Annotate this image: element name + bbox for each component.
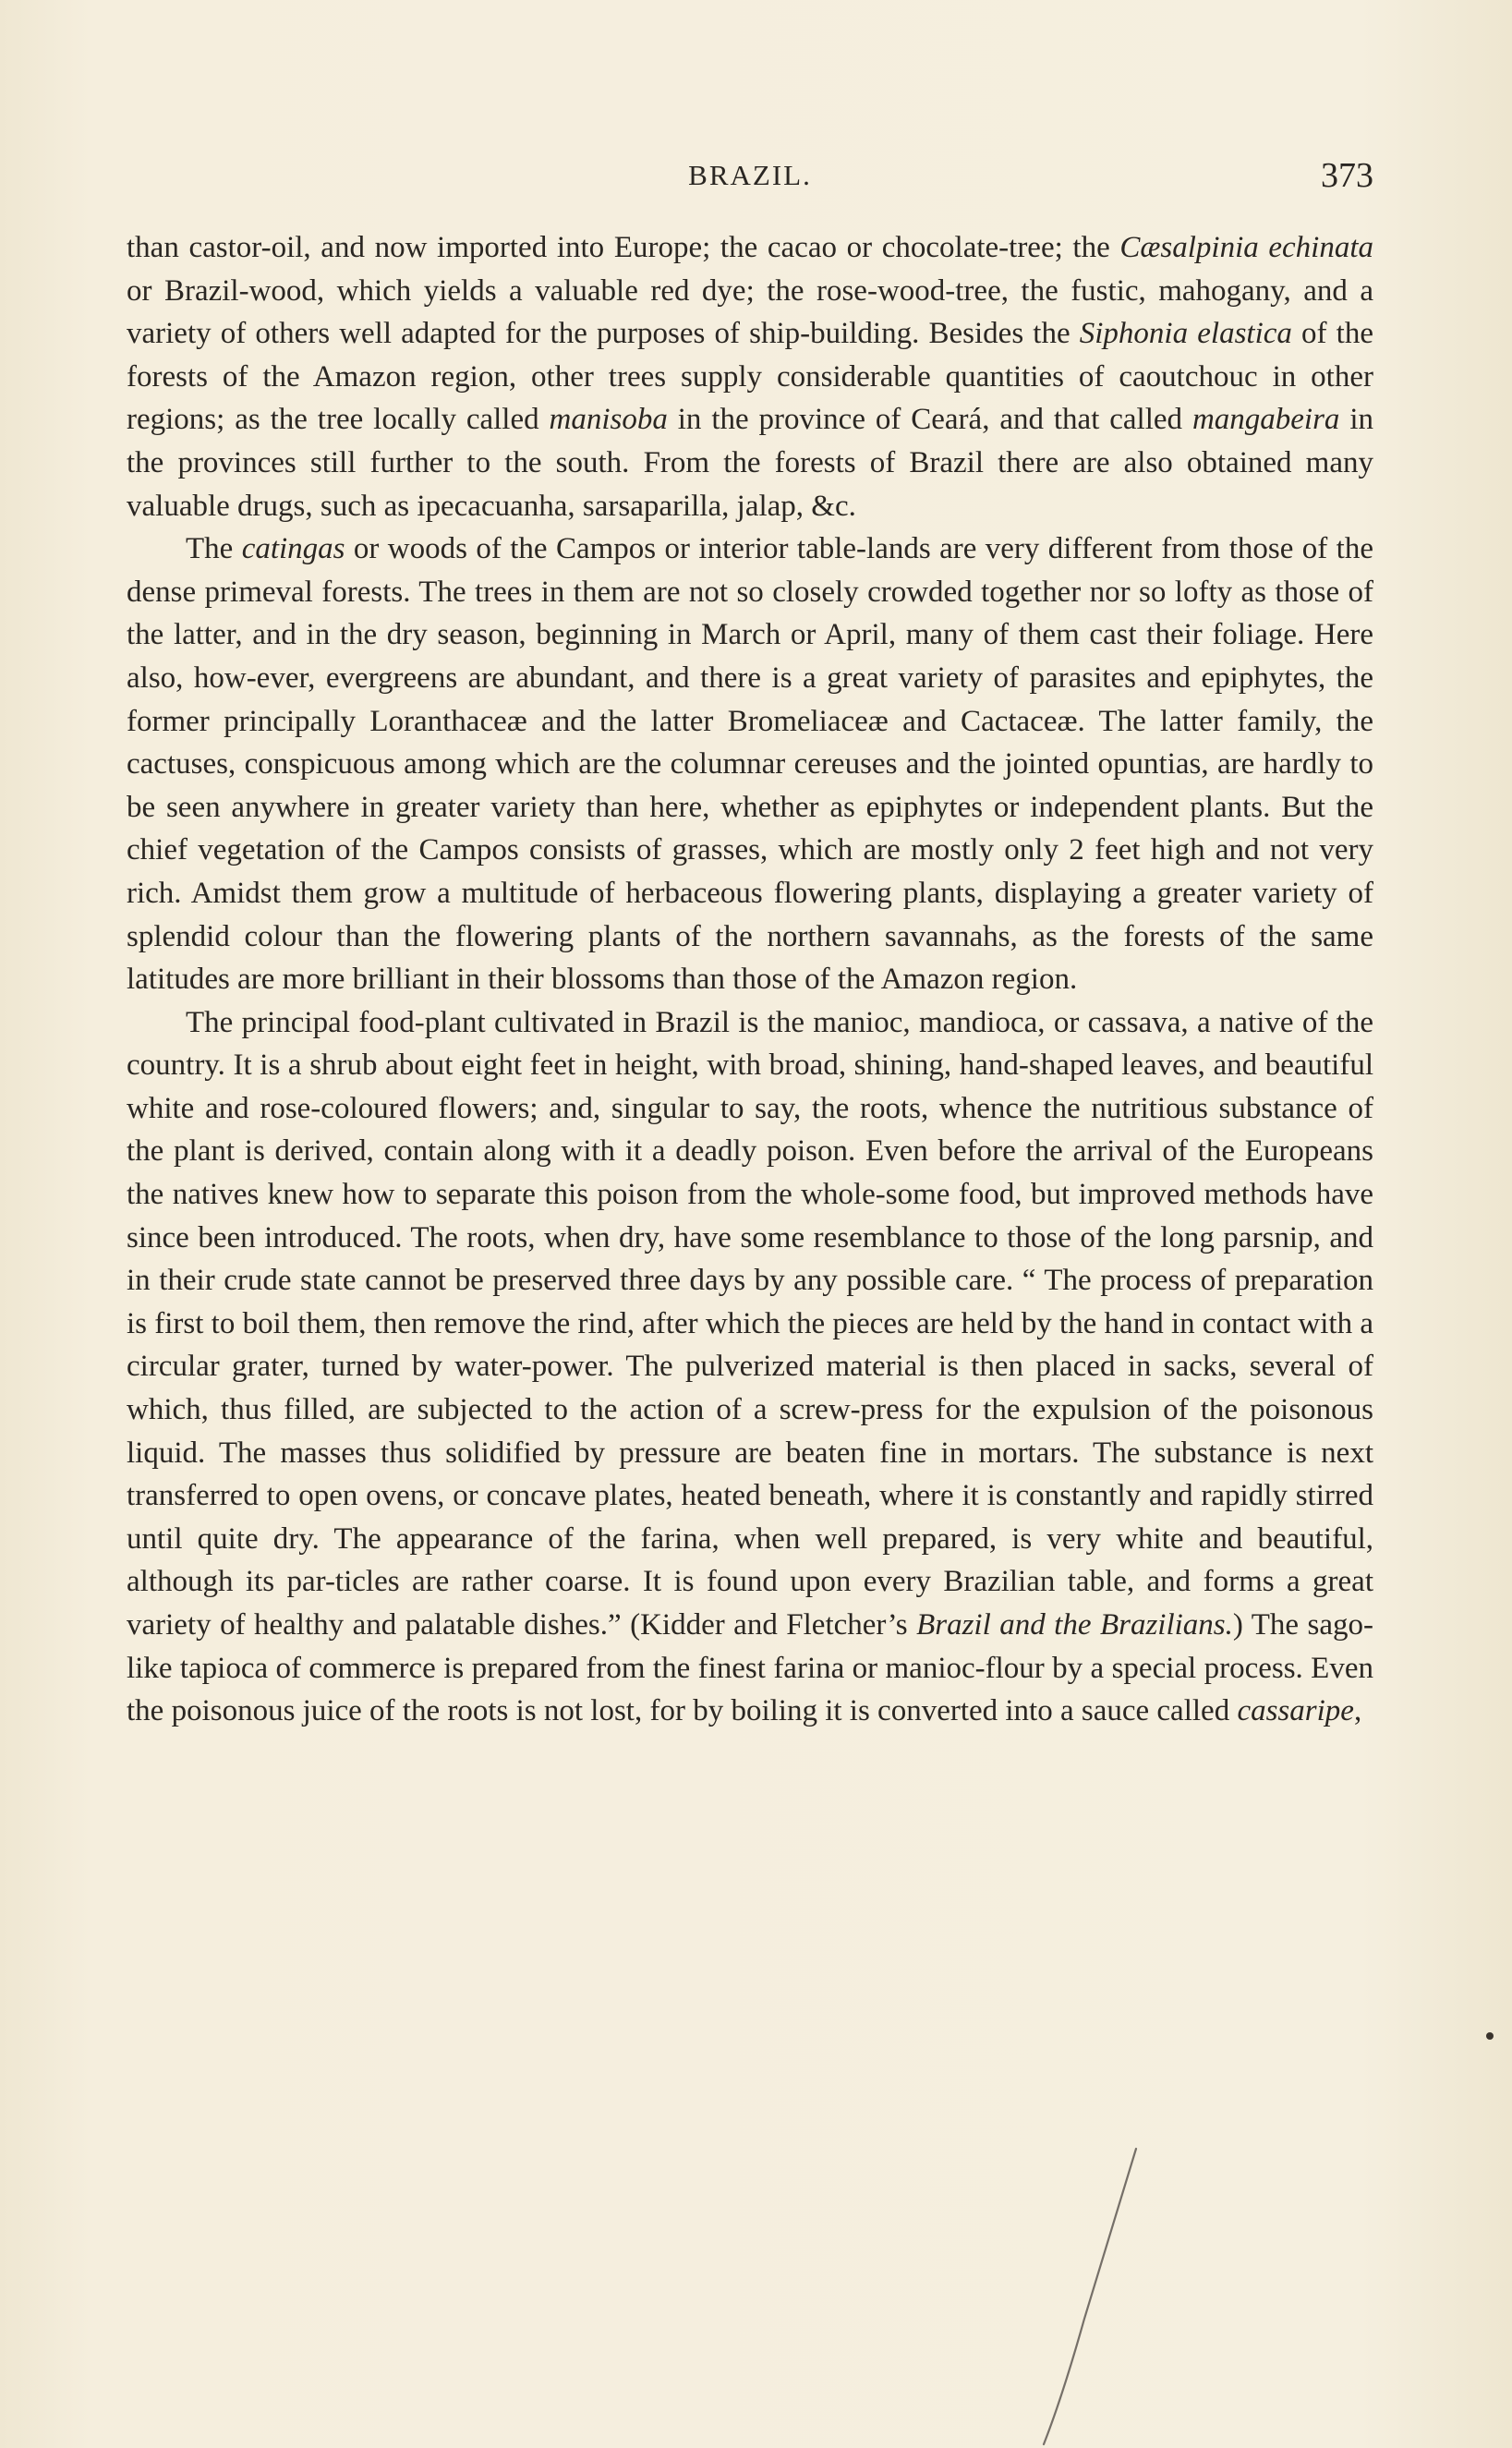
italic-text: Brazil and the Brazilians. [916, 1608, 1233, 1642]
ink-speck [1486, 2032, 1494, 2040]
body-text [127, 226, 1373, 1733]
italic-text: mangabeira [1191, 403, 1340, 437]
text-run: than castor-oil, and now imported into Europe; the cacao or chocolate-tree; the [127, 231, 1120, 264]
italic-text: catingas [241, 532, 345, 566]
text-run: ) The sago-like tapioca of commerce is prepared from the finest farina or manioc-flour by a special process. Even the poisonous juice of the roots is not lost, for by boiling it is converted into a sauce called [127, 1608, 1373, 1728]
text-run: , [1353, 1694, 1362, 1728]
running-head: BRAZIL. [688, 159, 812, 191]
page-number: 373 [1321, 156, 1373, 195]
text-run: in the provinces still further to the south. From the forests of Brazil there are also obtained many valuable drugs, such as ipecacuanha, sarsaparilla, jalap, &c. [127, 403, 1373, 523]
paragraph [127, 527, 1373, 1001]
text-run: or Brazil-wood, which yields a valuable red dye; the rose-wood-tree, the fustic, mahogany, and a variety of others well adapted for the purposes of ship-building. Besides the [127, 273, 1373, 351]
page-header [127, 156, 1373, 205]
italic-text: Cæsalpinia echinata [1119, 231, 1374, 264]
italic-text: cassaripe [1237, 1694, 1354, 1728]
italic-text: manisoba [549, 403, 668, 437]
text-run: The principal food-plant cultivated in Brazil is the manioc, mandioca, or cassava, a native of the country. It is a shrub about eight feet in height, with broad, shining, hand-shaped leaves, and beautiful white and rose-coloured flowers; and, singular to say, the roots, whence the nutritious substance of the plant is derived, contain along with it a deadly poison. Even before the arrival of the Europeans the natives knew how to separate this poison from the whole-some food, but improved methods have since been introduced. The roots, when dry, have some resemblance to those of the long parsnip, and in their crude state cannot be preserved three days by any possible care. “ The process of preparation is first to boil them, then remove the rind, after which the pieces are held by the hand in contact with a circular grater, turned by water-power. The pulverized material is then placed in sacks, several of which, thus filled, are subjected to the action of a screw-press for the expulsion of the poisonous liquid. The masses thus solidified by pressure are beaten fine in mortars. The substance is next transferred to open ovens, or concave plates, heated beneath, where it is constantly and rapidly stirred until quite dry. The appearance of the farina, when well prepared, is very white and beautiful, although its par-ticles are rather coarse. It is found upon every Brazilian table, and forms a great variety of healthy and palatable dishes.” (Kidder and Fletcher’s [127, 1005, 1373, 1642]
text-run: or woods of the Campos or interior table-lands are very different from those of the dense primeval forests. The trees in them are not so closely crowded together nor so lofty as those of the latter, and in the dry season, beginning in March or April, many of them cast their foliage. Here also, how-ever, evergreens are abundant, and there is a great variety of parasites and epiphytes, the former principally Loranthaceæ and the latter Bromeliaceæ and Cactaceæ. The latter family, the cactuses, conspicuous among which are the columnar cereuses and the jointed opuntias, are hardly to be seen anywhere in greater variety than here, whether as epiphytes or independent plants. But the chief vegetation of the Campos consists of grasses, which are mostly only 2 feet high and not very rich. Amidst them grow a multitude of herbaceous flowering plants, displaying a greater variety of splendid colour than the flowering plants of the northern savannahs, as the forests of the same latitudes are more brilliant in their blossoms than those of the Amazon region. [127, 532, 1373, 997]
text-run: The [186, 532, 242, 566]
text-run: in the province of Ceará, and that called [667, 403, 1192, 437]
pencil-mark [998, 2143, 1145, 2448]
paragraph [127, 1001, 1373, 1733]
italic-text: Siphonia elastica [1079, 317, 1292, 351]
text-run: of the forests of the Amazon region, other trees supply considerable quantities of caoutchouc in other regions; as the tree locally called [127, 317, 1373, 437]
paragraph [127, 226, 1373, 527]
